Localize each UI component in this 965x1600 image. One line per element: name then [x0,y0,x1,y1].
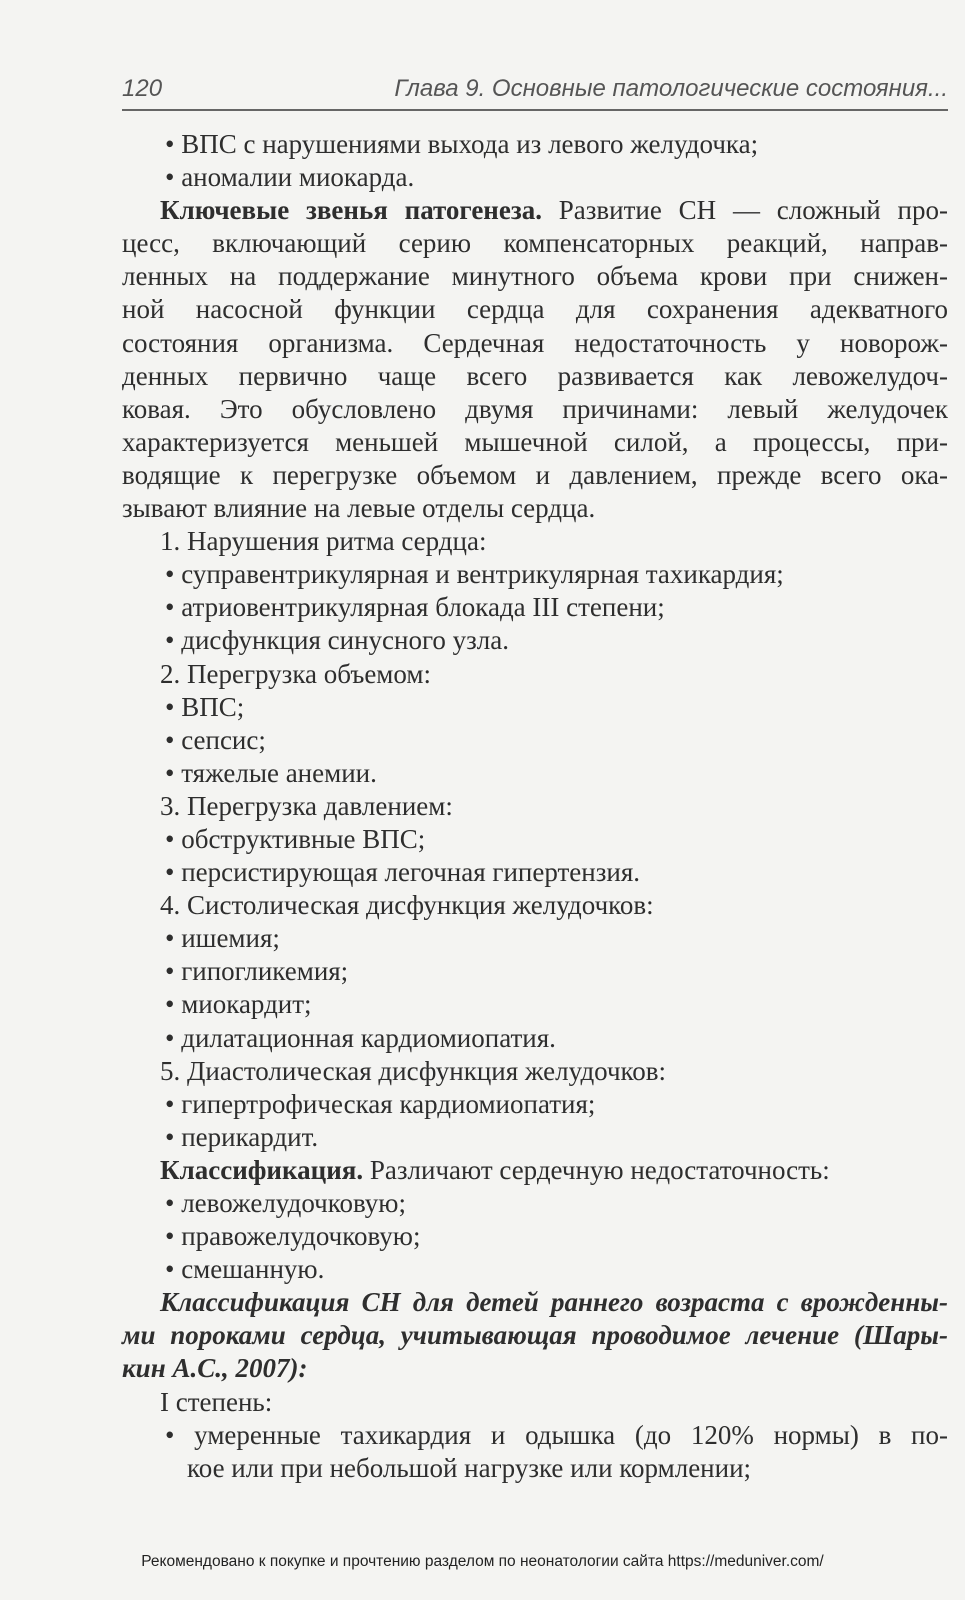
paragraph-line: денных первично чаще всего развивается как левожелудоч- [122,360,948,391]
bullet-item: • суправентрикулярная и вентрикулярная тахикардия; [165,559,784,590]
bullet-item: • левожелудочковую; [165,1188,406,1218]
body-text [122,128,948,1485]
numbered-item: 2. Перегрузка объемом: [160,658,431,689]
bullet-item: • умеренные тахикардия и одышка (до 120% нормы) в по- [165,1419,948,1450]
numbered-item: 4. Систолическая дисфункция желудочков: [160,890,654,921]
numbered-item: 5. Диастолическая дисфункция желудочков: [160,1055,667,1086]
run-in-heading: Ключевые звенья патогенеза. [160,195,542,226]
numbered-item: I степень: [160,1386,273,1417]
bullet-item: • аномалии миокарда. [165,162,415,193]
paragraph-line [122,1154,948,1187]
paragraph-line: ленных на поддержание минутного объема крови при снижен- [122,261,948,292]
paragraph-line [122,194,948,227]
paragraph-line: характеризуется меньшей мышечной силой, а процессы, при- [122,426,948,457]
bullet-item: • гипертрофическая кардиомиопатия; [165,1088,596,1119]
bullet-continuation: кое или при небольшой нагрузке или кормлении; [187,1452,752,1483]
bullet-item: • гипогликемия; [165,956,349,987]
bullet-item: • обструктивные ВПС; [165,823,426,854]
paragraph-line: зывают влияние на левые отделы сердца. [122,493,596,524]
bullet-item: • дисфункция синусного узла. [165,625,509,656]
chapter-title: Глава 9. Основные патологические состояния... [394,75,948,102]
bullet-item: • дилатационная кардиомиопатия. [165,1022,556,1053]
bullet-item: • атриовентрикулярная блокада III степени; [165,592,665,623]
running-head [122,70,948,110]
paragraph-text: Развитие СН — сложный про- [541,195,948,226]
bullet-item: • правожелудочковую; [165,1221,421,1252]
bullet-item: • тяжелые анемии. [165,757,377,788]
paragraph-line: ковая. Это обусловлено двумя причинами: левый желудочек [122,393,948,424]
bullet-item: • ВПС; [165,691,245,722]
paragraph-text: Различают сердечную недостаточность: [363,1154,830,1185]
bullet-item: • миокардит; [165,989,312,1020]
bullet-item: • перикардит. [165,1121,319,1152]
paragraph-line: водящие к перегрузке объемом и давлением, прежде всего ока- [122,459,948,490]
numbered-item: 1. Нарушения ритма сердца: [160,526,487,557]
section-heading-line: кин А.С., 2007): [122,1353,308,1384]
paragraph-line: цесс, включающий серию компенсаторных реакций, направ- [122,228,948,259]
bullet-item: • ВПС с нарушениями выхода из левого желудочка; [165,129,759,159]
paragraph-line: ной насосной функции сердца для сохранения адекватного [122,294,948,325]
header-rule [122,109,948,111]
section-heading-line: ми пороками сердца, учитывающая проводимое лечение (Шары- [122,1320,948,1351]
paragraph-line: состояния организма. Сердечная недостаточность у новорож- [122,327,948,358]
run-in-heading: Классификация. [160,1154,364,1185]
footer-note: Рекомендовано к покупке и прочтению разделом по неонатологии сайта https://meduniver.com/ [141,1553,824,1570]
bullet-item: • смешанную. [165,1254,325,1285]
bullet-item: • ишемия; [165,923,280,954]
bullet-item: • сепсис; [165,724,266,755]
bullet-item: • персистирующая легочная гипертензия. [165,857,641,888]
numbered-item: 3. Перегрузка давлением: [160,790,453,821]
section-heading-line: Классификация СН для детей раннего возраста с врожденны- [160,1287,948,1318]
page-number: 120 [122,75,163,102]
